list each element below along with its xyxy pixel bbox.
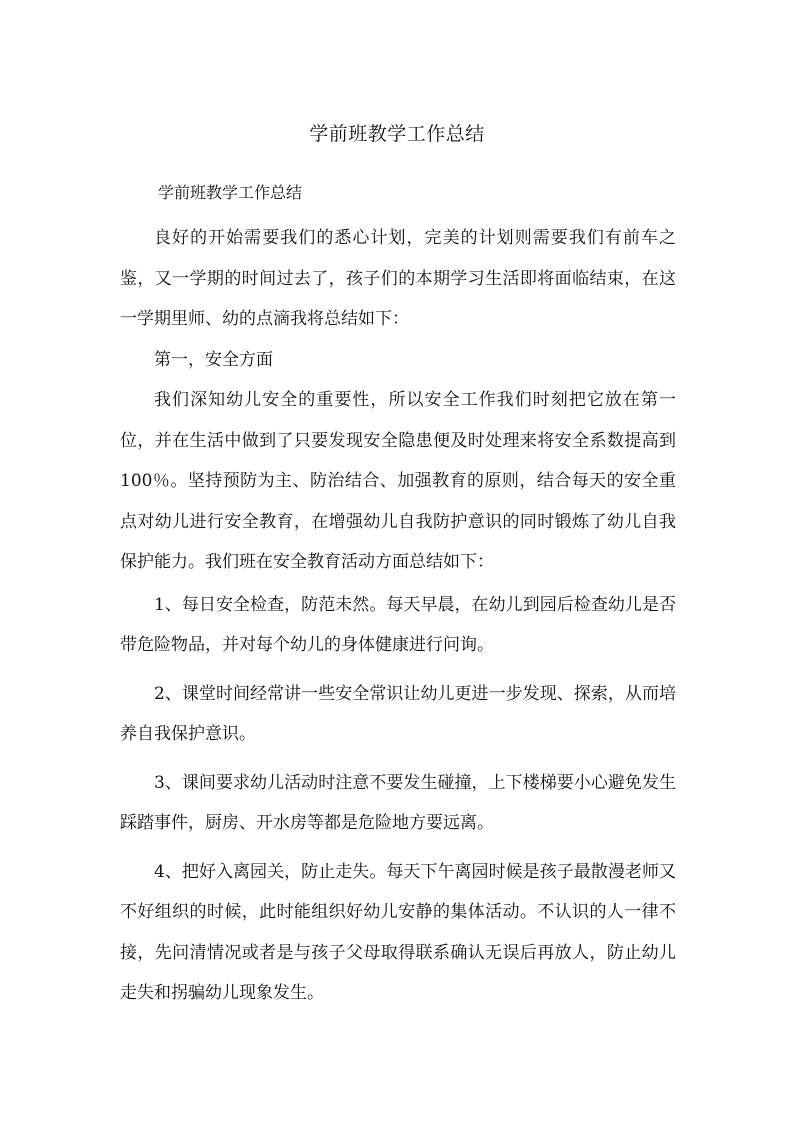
paragraph-intro: 良好的开始需要我们的悉心计划，完美的计划则需要我们有前车之鉴，又一学期的时间过去了，孩子们的本期学习生活即将面临结束，在这一学期里师、幼的点滴我将总结如下：	[120, 228, 676, 329]
section-heading-safety: 第一，安全方面	[154, 349, 273, 370]
document-subtitle: 学前班教学工作总结	[158, 183, 303, 202]
list-item-4: 4、把好入离园关，防止走失。每天下午离园时候是孩子最散漫老师又不好组织的时候，此时能组织好幼儿安静的集体活动。不认识的人一律不接，先问清情况或者是与孩子父母取得联系确认无误后再放人，防止幼儿走失和拐骗幼儿现象发生。	[120, 861, 676, 1003]
list-item-2: 2、课堂时间经常讲一些安全常识让幼儿更进一步发现、探索，从而培养自我保护意识。	[120, 683, 676, 744]
document-body	[120, 218, 676, 1014]
paragraph-safety: 我们深知幼儿安全的重要性，所以安全工作我们时刻把它放在第一位，并在生活中做到了只要发现安全隐患便及时处理来将安全系数提高到100％。坚持预防为主、防治结合、加强教育的原则，结合每天的安全重点对幼儿进行安全教育，在增强幼儿自我防护意识的同时锻炼了幼儿自我保护能力。我们班在安全教育活动方面总结如下：	[120, 390, 676, 572]
list-item-3: 3、课间要求幼儿活动时注意不要发生碰撞，上下楼梯要小心避免发生踩踏事件，厨房、开水房等都是危险地方要远离。	[120, 772, 676, 833]
document-title: 学前班教学工作总结	[309, 123, 485, 145]
list-item-1: 1、每日安全检查，防范未然。每天早晨，在幼儿到园后检查幼儿是否带危险物品，并对每个幼儿的身体健康进行问询。	[120, 594, 676, 655]
